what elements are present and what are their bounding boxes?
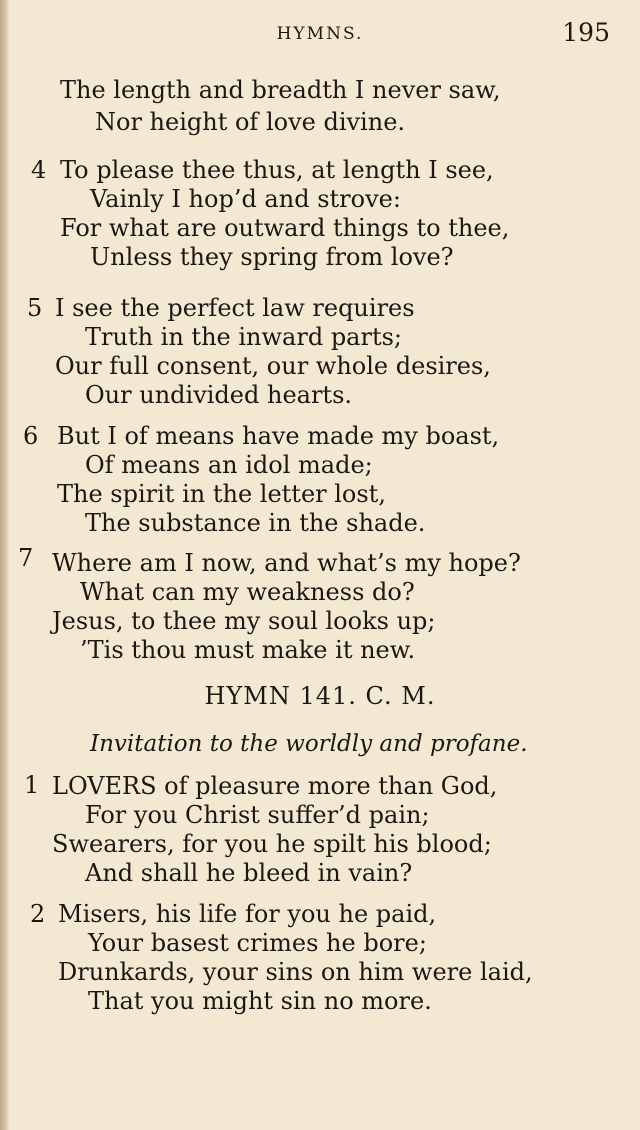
- stanza-number: 7: [18, 544, 34, 572]
- verse-line: For you Christ suffer’d pain;: [85, 801, 430, 829]
- verse-line: Where am I now, and what’s my hope?: [52, 549, 521, 577]
- verse-line: LOVERS of pleasure more than God,: [52, 772, 498, 800]
- page-number: 195: [562, 18, 610, 47]
- stanza-number: 4: [31, 156, 47, 184]
- stanza-number: 6: [23, 422, 39, 450]
- verse-line: ’Tis thou must make it new.: [80, 636, 416, 664]
- stanza-number: 2: [30, 900, 46, 928]
- verse-line: Drunkards, your sins on him were laid,: [58, 958, 533, 986]
- verse-line: Our undivided hearts.: [85, 381, 353, 409]
- hymn-title: HYMN 141. C. M.: [204, 682, 436, 710]
- verse-line: Unless they spring from love?: [90, 243, 454, 271]
- verse-line: Your basest crimes he bore;: [88, 929, 427, 957]
- verse-line: I see the perfect law requires: [55, 294, 415, 322]
- verse-line: Vainly I hop’d and strove:: [90, 185, 401, 213]
- verse-line: But I of means have made my boast,: [57, 422, 500, 450]
- verse-line: The substance in the shade.: [85, 509, 426, 537]
- verse-line: And shall he bleed in vain?: [85, 859, 413, 887]
- running-title: HYMNS.: [276, 24, 364, 44]
- verse-line: What can my weakness do?: [80, 578, 415, 606]
- book-spine-edge: [0, 0, 10, 1130]
- verse-line: For what are outward things to thee,: [60, 214, 510, 242]
- verse-line: Of means an idol made;: [85, 451, 373, 479]
- stanza-number: 5: [27, 294, 43, 322]
- verse-line: The length and breadth I never saw,: [60, 76, 501, 104]
- verse-line: Nor height of love divine.: [95, 108, 406, 136]
- verse-line: That you might sin no more.: [88, 987, 432, 1015]
- verse-line: Jesus, to thee my soul looks up;: [52, 607, 436, 635]
- verse-line: To please thee thus, at length I see,: [60, 156, 494, 184]
- verse-line: Truth in the inward parts;: [85, 323, 403, 351]
- verse-line: Misers, his life for you he paid,: [58, 900, 437, 928]
- stanza-number: 1: [24, 771, 40, 799]
- verse-line: The spirit in the letter lost,: [57, 480, 386, 508]
- verse-line: Swearers, for you he spilt his blood;: [52, 830, 492, 858]
- hymn-subtitle: Invitation to the worldly and profane.: [90, 731, 528, 757]
- verse-line: Our full consent, our whole desires,: [55, 352, 491, 380]
